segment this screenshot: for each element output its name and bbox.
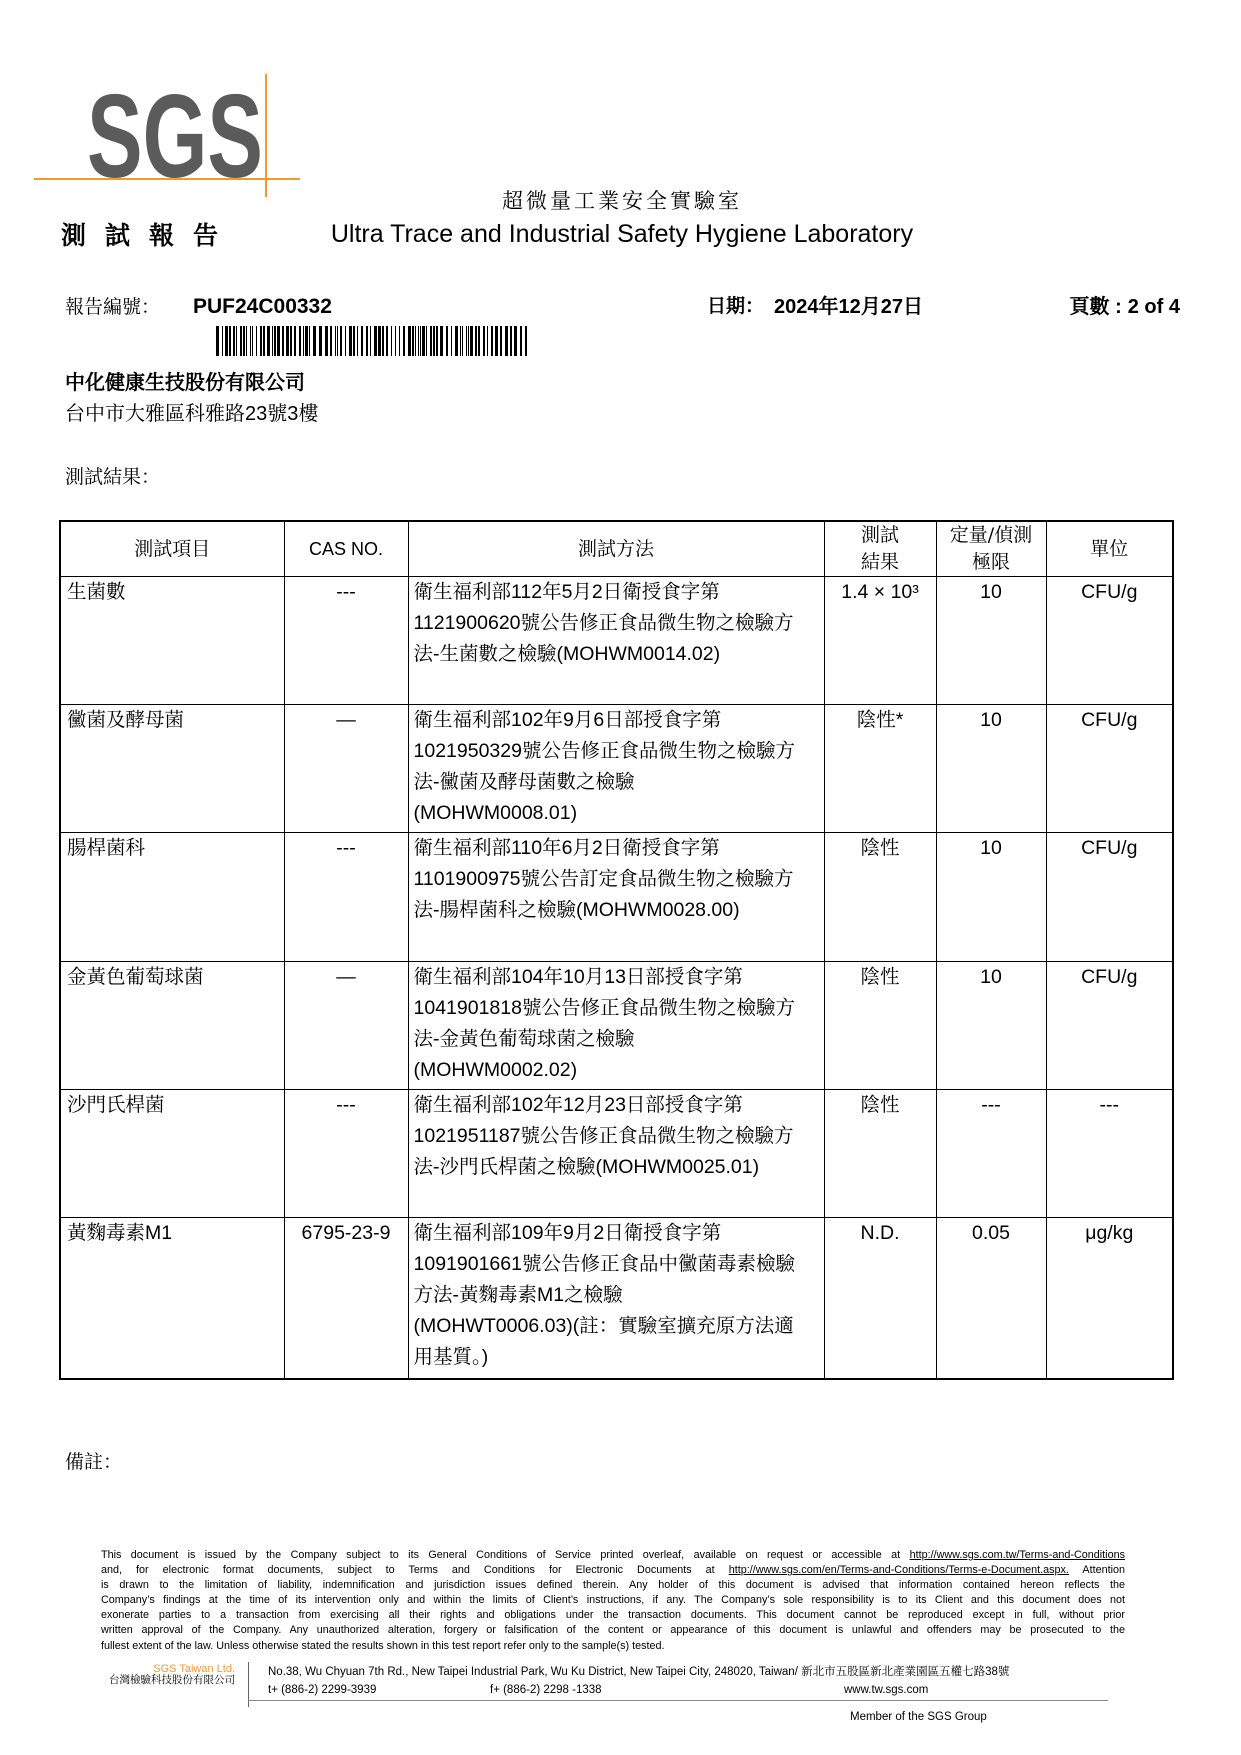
disclaimer-text: Attention <box>1068 1564 1125 1577</box>
barcode-bar <box>483 326 485 356</box>
cell-limit <box>936 833 1046 962</box>
barcode-bar <box>222 326 223 356</box>
cell-test-method <box>408 705 824 833</box>
barcode-bar <box>319 326 322 356</box>
barcode-bar <box>478 326 480 356</box>
cell-unit <box>1046 1090 1173 1218</box>
sgs-logo-text: SGS <box>87 70 263 203</box>
disclaimer-line: exonerate parties to a transaction from exercising all their rights and obligations under the transaction documents. This document cannot be reproduced except in full, without prior <box>101 1609 1125 1622</box>
barcode-bar <box>345 326 346 356</box>
client-name: 中化健康生技股份有限公司 <box>65 372 305 394</box>
cell-unit <box>1046 962 1173 1090</box>
footer-company-english: SGS Taiwan Ltd. <box>153 1663 235 1675</box>
barcode-bar <box>353 326 355 356</box>
test-item-name: 黃麴毒素M1 <box>67 1222 173 1244</box>
footer-phone: t+ (886-2) 2299-3939 <box>268 1684 377 1696</box>
cell-result <box>824 577 936 705</box>
unit-value: CFU/g <box>1081 581 1138 603</box>
test-item-name: 沙門氏桿菌 <box>67 1094 165 1116</box>
header-test-item <box>60 521 284 577</box>
barcode-bar <box>440 326 443 356</box>
header-label-line: 極限 <box>971 551 1010 573</box>
barcode-bar <box>240 326 242 356</box>
barcode-bar <box>229 326 231 356</box>
cell-test-item <box>60 1090 284 1218</box>
barcode-bar <box>330 326 332 356</box>
test-item-name: 黴菌及酵母菌 <box>67 709 185 731</box>
barcode-bar <box>272 326 273 356</box>
unit-value: CFU/g <box>1081 837 1138 859</box>
barcode-bar <box>382 326 384 356</box>
method-line: (MOHWM0002.02) <box>413 1059 578 1081</box>
terms-e-document-link[interactable]: http://www.sgs.com/en/Terms-and-Conditions/Terms-e-Document.aspx. <box>728 1564 1069 1577</box>
table-row <box>60 577 1173 705</box>
barcode-bar <box>460 326 461 356</box>
date-label: 日期： <box>707 296 765 317</box>
cell-cas-no <box>284 577 408 705</box>
barcode-bar <box>412 326 414 356</box>
unit-value: μg/kg <box>1085 1222 1134 1244</box>
barcode-bar <box>216 326 219 356</box>
cell-cas-no <box>284 833 408 962</box>
cell-unit <box>1046 705 1173 833</box>
unit-value: CFU/g <box>1081 966 1138 988</box>
barcode-bar <box>475 326 477 356</box>
header-test-method <box>408 521 824 577</box>
barcode-bar <box>386 326 388 356</box>
cas-number: 6795-23-9 <box>301 1222 391 1244</box>
report-number-label: 報告編號： <box>65 296 161 318</box>
method-line: 衛生福利部110年6月2日衛授食字第 <box>413 837 720 859</box>
disclaimer-line: written approval of the Company. Any unauthorized alteration, forgery or falsification of the content or appearance of this document is unlawful and offenders may be prosecuted to the <box>101 1624 1125 1637</box>
method-line: 衛生福利部102年9月6日部授食字第 <box>413 709 722 731</box>
barcode-bar <box>246 326 247 356</box>
cell-cas-no <box>284 962 408 1090</box>
result-value: 1.4 × 10³ <box>841 581 919 603</box>
limit-value: 10 <box>980 837 1002 859</box>
test-results-table <box>59 520 1174 1380</box>
barcode-bar <box>325 326 328 356</box>
barcode-bar <box>370 326 371 356</box>
client-address: 台中市大雅區科雅路23號3樓 <box>65 403 319 425</box>
header-label: 測試方法 <box>577 537 654 560</box>
barcode-bar <box>303 326 304 356</box>
result-value: 陰性 <box>860 966 900 988</box>
barcode-bar <box>337 326 338 356</box>
barcode-bar <box>335 326 336 356</box>
method-line: 1021951187號公告修正食品微生物之檢驗方 <box>413 1125 794 1147</box>
report-date: 2024年12月27日 <box>774 296 923 318</box>
barcode-bar <box>286 326 289 356</box>
barcode-bar <box>378 326 381 356</box>
barcode-bar <box>260 326 262 356</box>
method-line: 衛生福利部112年5月2日衛授食字第 <box>413 581 720 603</box>
test-item-name: 生菌數 <box>67 581 126 603</box>
sgs-logo <box>0 0 320 210</box>
disclaimer-text: and, for electronic format documents, subject to Terms and Conditions for Electronic Documents at <box>101 1564 729 1577</box>
unit-value: --- <box>1099 1094 1119 1116</box>
page-label: 頁數 : <box>1069 296 1122 318</box>
barcode-bar <box>403 326 405 356</box>
test-results-label: 測試結果： <box>65 466 161 488</box>
barcode <box>216 326 534 356</box>
footer-website: www.tw.sgs.com <box>844 1684 929 1696</box>
barcode-bar <box>395 326 396 356</box>
cell-test-method <box>408 577 824 705</box>
barcode-bar <box>233 326 235 356</box>
cell-limit <box>936 1218 1046 1379</box>
barcode-bar <box>305 326 308 356</box>
cell-unit <box>1046 577 1173 705</box>
barcode-bar <box>225 326 228 356</box>
header-label-line: 定量/偵測 <box>949 524 1033 546</box>
header-label-line: 結果 <box>860 551 899 573</box>
result-value: N.D. <box>860 1222 900 1244</box>
method-line: 1091901661號公告修正食品中黴菌毒素檢驗 <box>413 1253 795 1275</box>
cell-cas-no <box>284 1218 408 1379</box>
table-row <box>60 705 1173 833</box>
barcode-bar <box>525 326 527 356</box>
barcode-bar <box>451 326 452 356</box>
cell-result <box>824 705 936 833</box>
method-line: 法-腸桿菌科之檢驗(MOHWM0028.00) <box>413 899 740 921</box>
cell-result <box>824 833 936 962</box>
header-cas-no <box>284 521 408 577</box>
method-line: (MOHWT0006.03)(註：實驗室擴充原方法適 <box>413 1315 794 1337</box>
footer-address: No.38, Wu Chyuan 7th Rd., New Taipei Industrial Park, Wu Ku District, New Taipei City, 248020, Taiwan/ 新北市五股區新北產業園區五權七路38號 <box>268 1666 1010 1678</box>
method-line: 衛生福利部102年12月23日部授食字第 <box>413 1094 743 1116</box>
header-label-line: 測試 <box>860 524 899 546</box>
barcode-bar <box>357 326 358 356</box>
method-line: 法-黴菌及酵母菌數之檢驗 <box>413 771 635 793</box>
barcode-bar <box>422 326 425 356</box>
cas-number: — <box>336 966 356 988</box>
cas-number: — <box>336 709 356 731</box>
barcode-bar <box>399 326 400 356</box>
disclaimer-line <box>101 1563 1125 1578</box>
barcode-bar <box>487 326 488 356</box>
method-line: 1041901818號公告修正食品微生物之檢驗方 <box>413 997 795 1019</box>
cas-number: --- <box>336 837 356 859</box>
cell-test-method <box>408 1218 824 1379</box>
cell-test-item <box>60 705 284 833</box>
barcode-bar <box>520 326 522 356</box>
header-label: CAS NO. <box>308 538 383 559</box>
barcode-bar <box>462 326 463 356</box>
barcode-bar <box>430 326 432 356</box>
lab-name-chinese: 超微量工業安全實驗室 <box>502 189 742 213</box>
barcode-bar <box>426 326 427 356</box>
barcode-bar <box>236 326 237 356</box>
barcode-bar <box>340 326 342 356</box>
method-line: 法-沙門氏桿菌之檢驗(MOHWM0025.01) <box>413 1156 760 1178</box>
disclaimer-line: Company’s findings at the time of its intervention only and within the limits of Client’s instructions, if any. The Company’s sole responsibility is to its Client and this document does not <box>101 1594 1125 1607</box>
barcode-bar <box>277 326 280 356</box>
table-row <box>60 1090 1173 1218</box>
barcode-bar <box>455 326 458 356</box>
barcode-bar <box>294 326 296 356</box>
barcode-bar <box>470 326 473 356</box>
disclaimer-line: is drawn to the limitation of liability, indemnification and jurisdiction issues defined therein. Any holder of this document is advised that information contained hereon reflects the <box>101 1579 1125 1592</box>
header-label: 單位 <box>1090 537 1129 560</box>
cell-unit <box>1046 1218 1173 1379</box>
barcode-bar <box>418 326 419 356</box>
footer-company-chinese: 台灣檢驗科技股份有限公司 <box>109 1674 235 1686</box>
barcode-bar <box>252 326 253 356</box>
barcode-bar <box>391 326 392 356</box>
barcode-bar <box>500 326 502 356</box>
header-unit <box>1046 521 1173 577</box>
method-line: (MOHWM0008.01) <box>413 802 578 824</box>
barcode-bar <box>408 326 411 356</box>
cell-result <box>824 1218 936 1379</box>
limit-value: 10 <box>980 709 1002 731</box>
barcode-bar <box>466 326 467 356</box>
lab-name-english: Ultra Trace and Industrial Safety Hygiene Laboratory <box>330 220 914 248</box>
cell-test-item <box>60 833 284 962</box>
legal-disclaimer <box>101 1548 1125 1654</box>
limit-value: 0.05 <box>972 1222 1010 1244</box>
footer-divider-horizontal <box>248 1700 1108 1701</box>
table-header-row <box>60 521 1173 577</box>
barcode-bar <box>468 326 469 356</box>
cell-test-method <box>408 1090 824 1218</box>
cell-test-method <box>408 962 824 1090</box>
header-label: 測試項目 <box>134 537 211 560</box>
footer-fax: f+ (886-2) 2298 -1338 <box>490 1684 602 1696</box>
barcode-bar <box>313 326 316 356</box>
method-line: 1021950329號公告修正食品微生物之檢驗方 <box>413 740 795 762</box>
barcode-bar <box>374 326 377 356</box>
cell-limit <box>936 577 1046 705</box>
cell-unit <box>1046 833 1173 962</box>
terms-and-conditions-link[interactable]: http://www.sgs.com.tw/Terms-and-Conditions <box>909 1549 1125 1561</box>
barcode-bar <box>274 326 276 356</box>
cas-number: --- <box>336 581 356 603</box>
barcode-bar <box>446 326 448 356</box>
barcode-bar <box>263 326 265 356</box>
barcode-bar <box>495 326 498 356</box>
limit-value: 10 <box>980 581 1002 603</box>
test-item-name: 金黃色葡萄球菌 <box>67 966 204 988</box>
table-row <box>60 1218 1173 1379</box>
barcode-bar <box>250 326 251 356</box>
cell-test-item <box>60 577 284 705</box>
disclaimer-line: fullest extent of the law. Unless otherwise stated the results shown in this test report refer only to the sample(s) tested. <box>101 1639 665 1652</box>
method-line: 法-生菌數之檢驗(MOHWM0014.02) <box>413 643 721 665</box>
page-indicator <box>1070 293 1180 321</box>
barcode-bar <box>256 326 257 356</box>
method-line: 1121900620號公告修正食品微生物之檢驗方 <box>413 612 794 634</box>
header-detection-limit <box>936 521 1046 577</box>
cell-test-item <box>60 1218 284 1379</box>
method-line: 1101900975號公告訂定食品微生物之檢驗方 <box>413 868 794 890</box>
cell-cas-no <box>284 1090 408 1218</box>
method-line: 方法-黃麴毒素M1之檢驗 <box>413 1284 623 1306</box>
method-line: 衛生福利部104年10月13日部授食字第 <box>413 966 743 988</box>
barcode-bar <box>510 326 512 356</box>
barcode-bar <box>366 326 368 356</box>
cas-number: --- <box>336 1094 356 1116</box>
limit-value: 10 <box>980 966 1002 988</box>
method-line: 法-金黃色葡萄球菌之檢驗 <box>413 1028 635 1050</box>
barcode-bar <box>290 326 292 356</box>
barcode-bar <box>361 326 363 356</box>
barcode-bar <box>243 326 245 356</box>
barcode-bar <box>309 326 310 356</box>
barcode-bar <box>514 326 517 356</box>
report-number: PUF24C00332 <box>193 295 332 318</box>
cell-limit <box>936 705 1046 833</box>
cell-limit <box>936 1090 1046 1218</box>
page-number: 2 of 4 <box>1127 296 1180 318</box>
header-test-result <box>824 521 936 577</box>
cell-test-method <box>408 833 824 962</box>
barcode-bar <box>349 326 352 356</box>
barcode-bar <box>491 326 493 356</box>
disclaimer-line <box>101 1548 1125 1563</box>
table-row <box>60 833 1173 962</box>
barcode-bar <box>299 326 301 356</box>
footer-member-note: Member of the SGS Group <box>850 1711 987 1723</box>
method-line: 衛生福利部109年9月2日衛授食字第 <box>413 1222 722 1244</box>
limit-value: --- <box>981 1094 1001 1116</box>
document-type-title: 測試報告 <box>61 221 238 250</box>
cell-cas-no <box>284 705 408 833</box>
cell-limit <box>936 962 1046 1090</box>
barcode-bar <box>505 326 508 356</box>
barcode-bar <box>436 326 438 356</box>
disclaimer-text: This document is issued by the Company subject to its General Conditions of Service printed overleaf, available on request or accessible at <box>101 1549 910 1561</box>
cell-result <box>824 1090 936 1218</box>
barcode-bar <box>415 326 416 356</box>
cell-result <box>824 962 936 1090</box>
result-value: 陰性 <box>860 837 900 859</box>
unit-value: CFU/g <box>1081 709 1138 731</box>
barcode-bar <box>433 326 435 356</box>
method-line: 用基質。) <box>413 1346 489 1368</box>
barcode-bar <box>282 326 284 356</box>
barcode-bar <box>420 326 421 356</box>
barcode-bar <box>267 326 270 356</box>
result-value: 陰性 <box>860 1094 900 1116</box>
result-value: 陰性* <box>856 709 904 731</box>
test-item-name: 腸桿菌科 <box>67 837 146 859</box>
table-row <box>60 962 1173 1090</box>
cell-test-item <box>60 962 284 1090</box>
remarks-label: 備註： <box>65 1451 123 1473</box>
